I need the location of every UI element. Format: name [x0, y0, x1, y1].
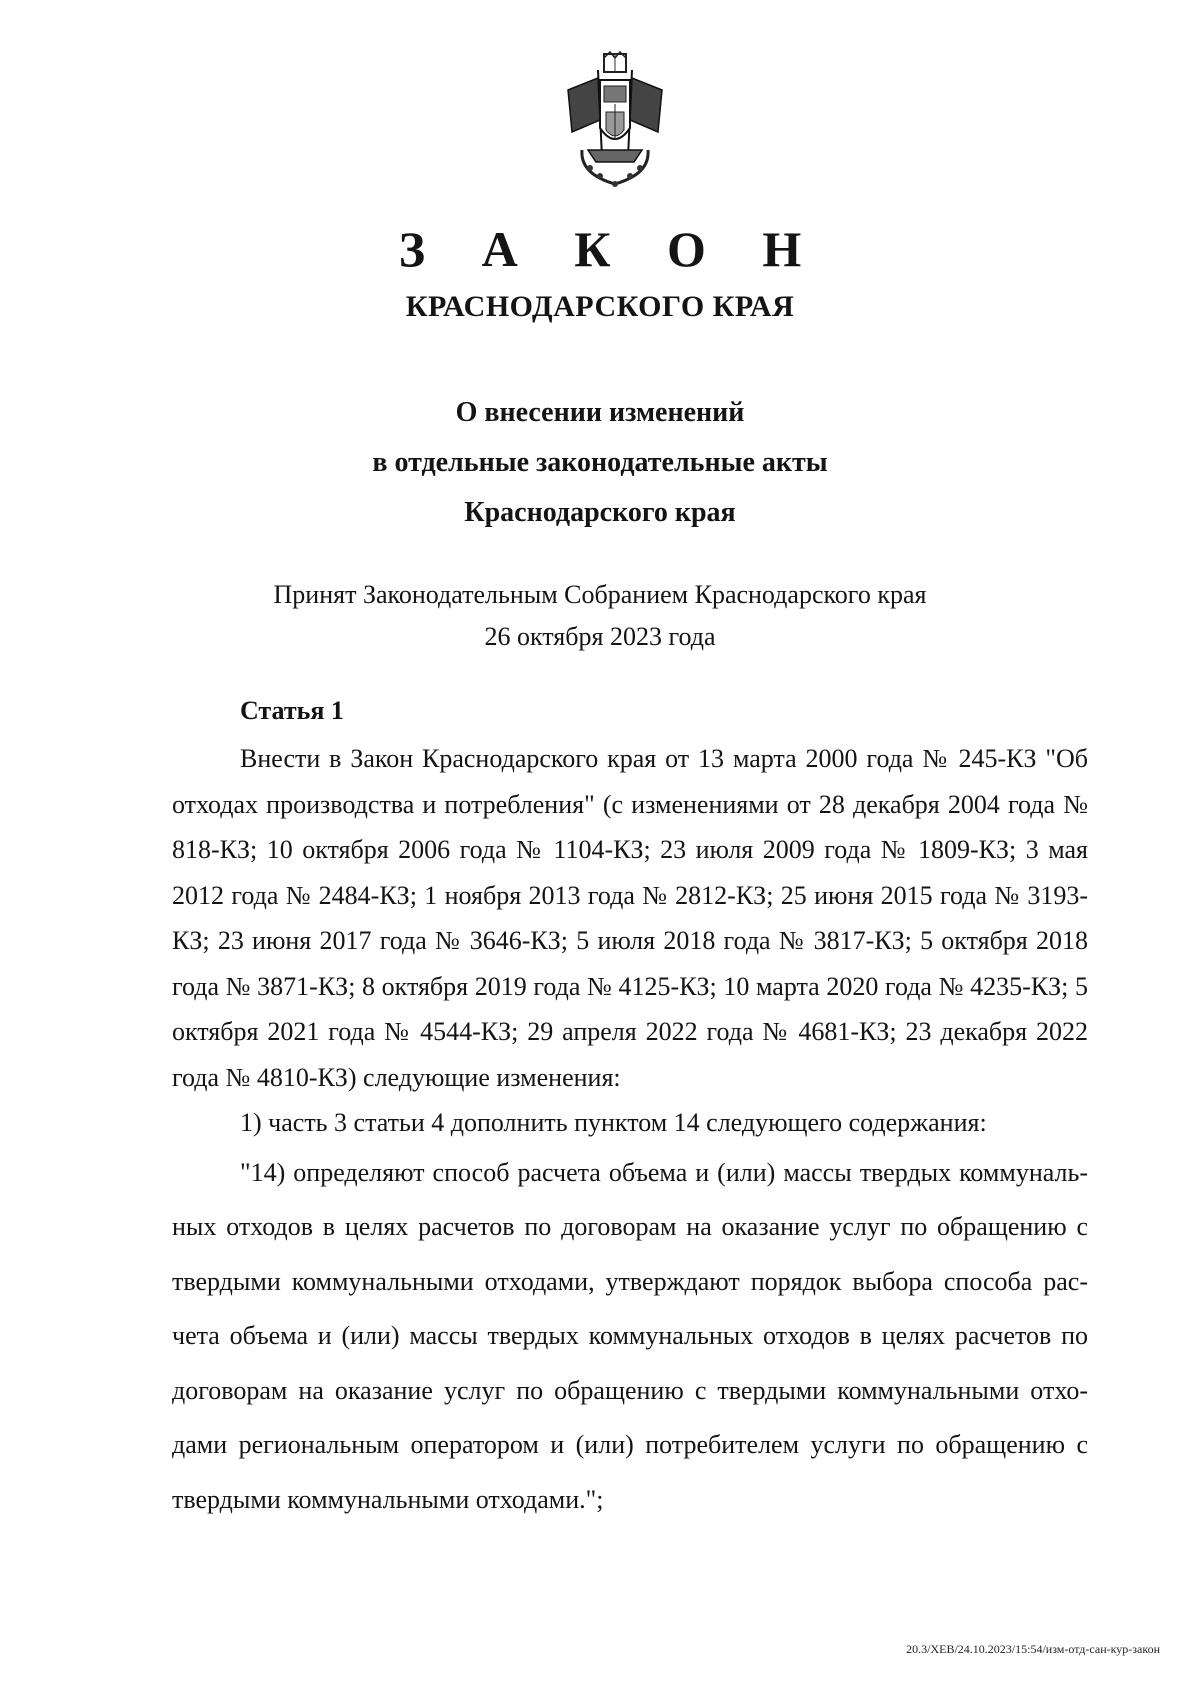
law-subtitle: КРАСНОДАРСКОГО КРАЯ — [405, 290, 795, 323]
heading-line-1: О внесении изменений — [455, 397, 745, 428]
document-heading — [0, 388, 1200, 538]
article-title: Статья 1 — [240, 696, 344, 725]
article-paragraph-2: 1) часть 3 статьи 4 дополнить пунктом 14 следующего содержания: — [240, 1108, 987, 1137]
article-paragraph-3: "14) определяют способ расчета объема и (или) массы твердых коммуналь-ных отходов в целях расчетов по договорам на оказание услуг по обращению с твердыми коммунальными отходами, утверждают порядок выбора способа рас-чета объема и (или) массы твердых коммунальных отходов в целях расчетов по договорам на оказание услуг по обращению с твердыми коммунальными отхо-дами региональным оператором и (или) потребителем услуги по обращению с твердыми коммунальными отходами."; — [172, 1157, 1088, 1514]
footer-document-code: 20.3/ХЕВ/24.10.2023/15:54/изм-отд-сан-кур-закон — [906, 1642, 1160, 1656]
coat-of-arms-emblem — [560, 50, 670, 190]
krasnodar-krai-coat-of-arms-icon — [560, 50, 670, 190]
heading-line-3: Краснодарского края — [464, 497, 736, 528]
adoption-date: 26 октября 2023 года — [484, 622, 716, 651]
heading-line-2: в отдельные законодательные акты — [372, 447, 828, 478]
adoption-info — [0, 574, 1200, 658]
article-body — [172, 736, 1088, 1527]
adoption-line-1: Принят Законодательным Собранием Краснодарского края — [273, 580, 927, 609]
law-title: З А К О Н — [398, 221, 824, 277]
article-paragraph-1: Внести в Закон Краснодарского края от 13 марта 2000 года № 245-КЗ "Об отходах производства и потребления" (с изменениями от 28 декабря 2004 года № 818-КЗ; 10 октября 2006 года № 1104-КЗ; 23 июля 2009 года № 1809-КЗ; 3 мая 2012 года № 2484-КЗ; 1 ноября 2013 года № 2812-КЗ; 25 июня 2015 года № 3193-КЗ; 23 июня 2017 года № 3646-КЗ; 5 июля 2018 года № 3817-КЗ; 5 октября 2018 года № 3871-КЗ; 8 октября 2019 года № 4125-КЗ; 10 марта 2020 года № 4235-КЗ; 5 октября 2021 года № 4544-КЗ; 29 апреля 2022 года № 4681-КЗ; 23 декабря 2022 года № 4810-КЗ) следующие изменения: — [172, 744, 1088, 1092]
